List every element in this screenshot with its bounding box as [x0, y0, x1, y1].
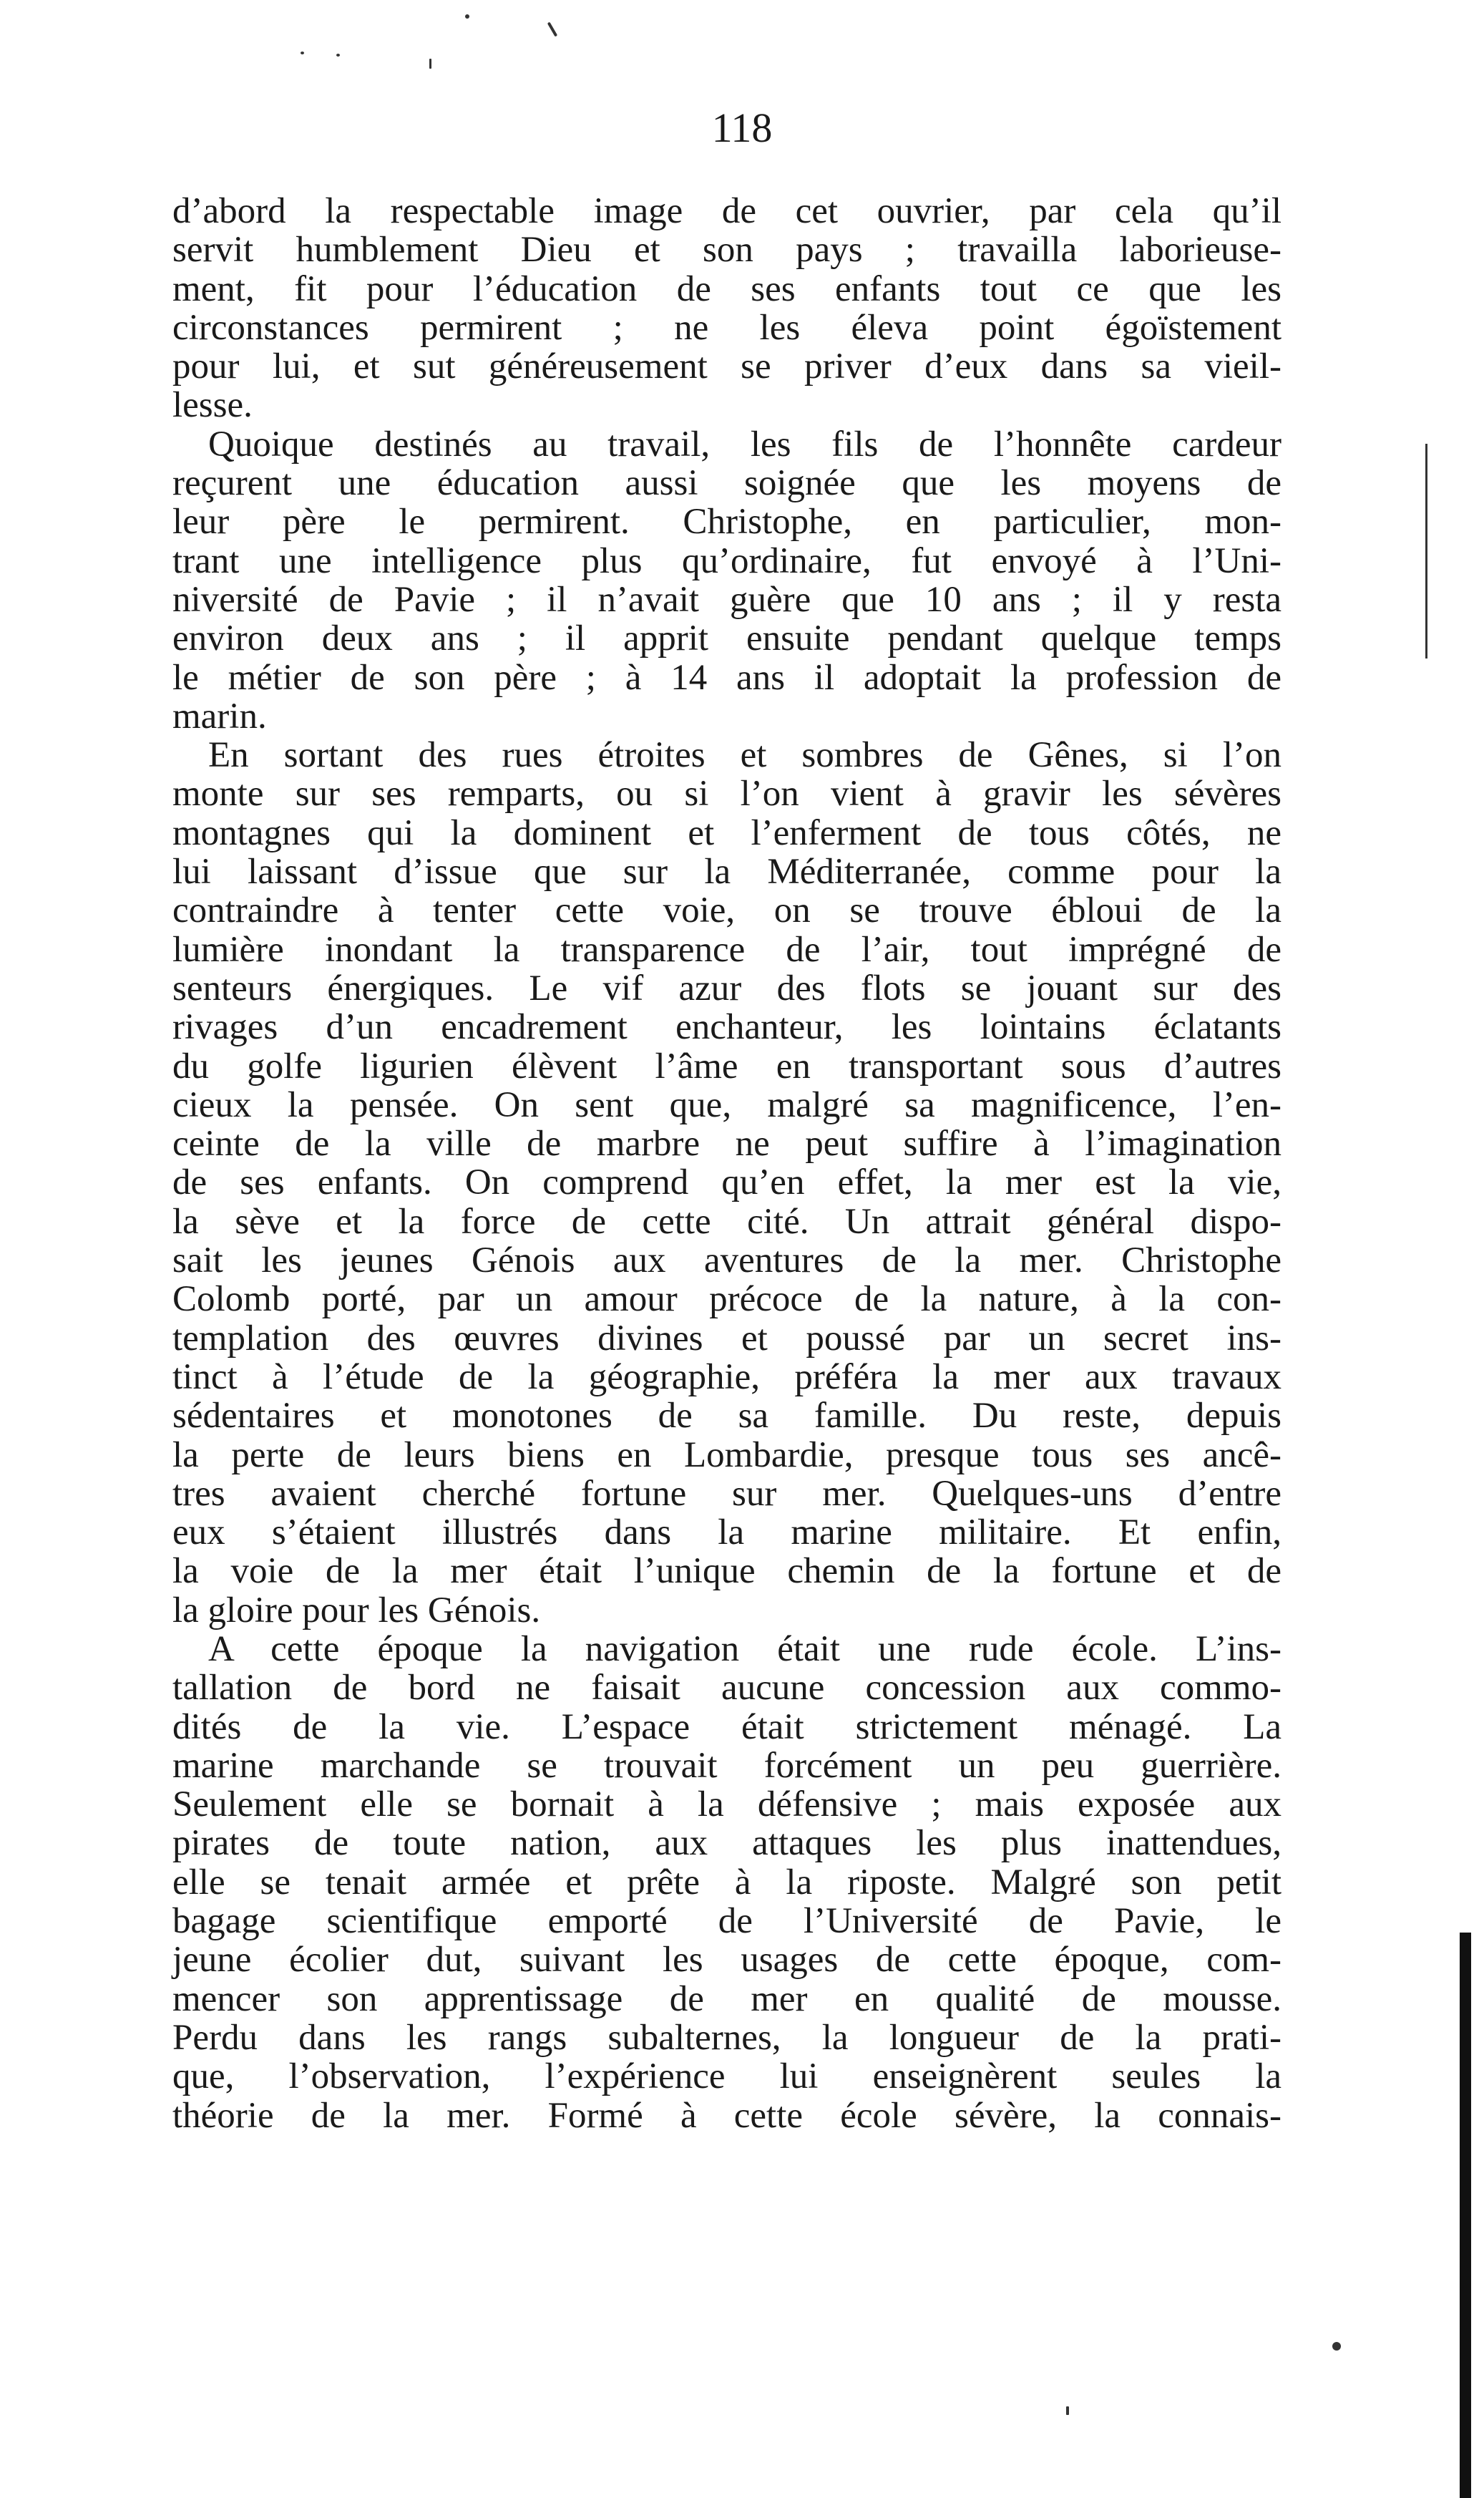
- text-line: niversité de Pavie ; il n’avait guère que 10 ans ; il y resta: [172, 579, 1282, 620]
- text-line: reçurent une éducation aussi soignée que les moyens de: [172, 463, 1282, 504]
- text-line: Colomb porté, par un amour précoce de la nature, à la con-: [172, 1279, 1282, 1320]
- text-line: jeune écolier dut, suivant les usages de cette époque, com-: [172, 1940, 1282, 1981]
- text-line: la voie de la mer était l’unique chemin de la fortune et de: [172, 1551, 1282, 1592]
- text-line: théorie de la mer. Formé à cette école sévère, la connais-: [172, 2095, 1282, 2136]
- paragraph: [172, 1630, 1282, 2135]
- text-line: cieux la pensée. On sent que, malgré sa magnificence, l’en-: [172, 1084, 1282, 1125]
- text-line: lesse.: [172, 385, 253, 426]
- text-line: mencer son apprentissage de mer en qualité de mousse.: [172, 1978, 1282, 2019]
- text-line: sait les jeunes Génois aux aventures de la mer. Christophe: [172, 1240, 1282, 1281]
- scan-edge-bar: [1460, 1933, 1471, 2498]
- text-line: senteurs énergiques. Le vif azur des flots se jouant sur des: [172, 968, 1282, 1009]
- page-body: [172, 192, 1282, 2135]
- text-line: la sève et la force de cette cité. Un attrait général dispo-: [172, 1201, 1282, 1242]
- text-line: ceinte de la ville de marbre ne peut suffire à l’imagination: [172, 1124, 1282, 1165]
- text-line: tinct à l’étude de la géographie, préféra la mer aux travaux: [172, 1356, 1282, 1397]
- text-line: trant une intelligence plus qu’ordinaire, fut envoyé à l’Uni-: [172, 540, 1282, 581]
- paragraph: [172, 192, 1282, 425]
- text-line: contraindre à tenter cette voie, on se trouve ébloui de la: [172, 890, 1282, 931]
- scan-edge-line: [1425, 444, 1427, 658]
- text-line: environ deux ans ; il apprit ensuite pendant quelque temps: [172, 618, 1282, 659]
- text-line: circonstances permirent ; ne les éleva point égoïstement: [172, 307, 1282, 348]
- text-line: servit humblement Dieu et son pays ; travailla laborieuse-: [172, 230, 1282, 271]
- scan-speck: [429, 59, 431, 69]
- text-line: lumière inondant la transparence de l’air, tout imprégné de: [172, 929, 1282, 970]
- text-line: En sortant des rues étroites et sombres de Gênes, si l’on: [208, 735, 1282, 776]
- paragraph: [172, 736, 1282, 1630]
- text-line: du golfe ligurien élèvent l’âme en transportant sous d’autres: [172, 1046, 1282, 1087]
- text-line: lui laissant d’issue que sur la Méditerranée, comme pour la: [172, 852, 1282, 893]
- text-line: sédentaires et monotones de sa famille. Du reste, depuis: [172, 1396, 1282, 1437]
- text-line: tres avaient cherché fortune sur mer. Quelques-uns d’entre: [172, 1473, 1282, 1514]
- text-line: bagage scientifique emporté de l’Université de Pavie, le: [172, 1901, 1282, 1942]
- text-line: d’abord la respectable image de cet ouvrier, par cela qu’il: [172, 191, 1282, 231]
- scan-speck: [301, 52, 304, 54]
- text-line: ment, fit pour l’éducation de ses enfants tout ce que les: [172, 268, 1282, 309]
- scan-speck: [465, 14, 469, 19]
- text-line: elle se tenait armée et prête à la riposte. Malgré son petit: [172, 1862, 1282, 1902]
- text-line: de ses enfants. On comprend qu’en effet, la mer est la vie,: [172, 1162, 1282, 1203]
- text-line: marine marchande se trouvait forcément un peu guerrière.: [172, 1745, 1282, 1786]
- text-line: Quoique destinés au travail, les fils de l’honnête cardeur: [208, 424, 1282, 465]
- text-line: eux s’étaient illustrés dans la marine militaire. Et enfin,: [172, 1512, 1282, 1553]
- text-line: rivages d’un encadrement enchanteur, les lointains éclatants: [172, 1007, 1282, 1048]
- text-line: la perte de leurs biens en Lombardie, presque tous ses ancê-: [172, 1434, 1282, 1475]
- scan-speck: [547, 21, 557, 37]
- text-line: monte sur ses remparts, ou si l’on vient à gravir les sévères: [172, 774, 1282, 815]
- scan-speck: [1066, 2406, 1069, 2415]
- text-line: dités de la vie. L’espace était strictement ménagé. La: [172, 1706, 1282, 1747]
- text-line: pirates de toute nation, aux attaques les plus inattendues,: [172, 1823, 1282, 1864]
- text-line: templation des œuvres divines et poussé par un secret ins-: [172, 1318, 1282, 1359]
- text-line: montagnes qui la dominent et l’enferment de tous côtés, ne: [172, 812, 1282, 853]
- scan-speck: [1332, 2342, 1341, 2351]
- text-line: la gloire pour les Génois.: [172, 1590, 541, 1630]
- text-line: A cette époque la navigation était une rude école. L’ins-: [208, 1628, 1282, 1669]
- page-number: 118: [711, 105, 773, 151]
- text-line: leur père le permirent. Christophe, en particulier, mon-: [172, 502, 1282, 543]
- text-line: que, l’observation, l’expérience lui enseignèrent seules la: [172, 2056, 1282, 2097]
- text-line: le métier de son père ; à 14 ans il adoptait la profession de: [172, 657, 1282, 698]
- text-line: pour lui, et sut généreusement se priver d’eux dans sa vieil-: [172, 346, 1282, 387]
- paragraph: [172, 425, 1282, 736]
- scan-speck: [336, 54, 340, 57]
- text-line: Seulement elle se bornait à la défensive ; mais exposée aux: [172, 1784, 1282, 1825]
- text-line: marin.: [172, 696, 267, 737]
- text-line: tallation de bord ne faisait aucune concession aux commo-: [172, 1668, 1282, 1709]
- text-line: Perdu dans les rangs subalternes, la longueur de la prati-: [172, 2017, 1282, 2058]
